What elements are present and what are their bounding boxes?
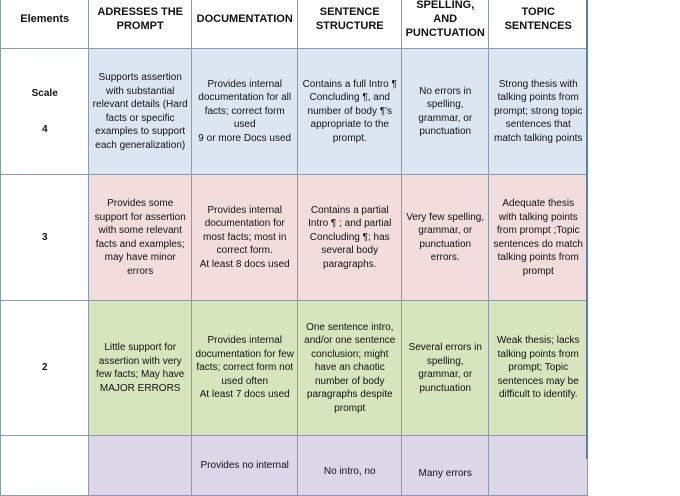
cell-3-topic: Adequate thesis with talking points from prompt ;Topic sentences do match talking points from prompt: [489, 175, 588, 301]
cell-4-topic: Strong thesis with talking points from prompt; strong topic sentences that match talking points: [489, 49, 588, 175]
header-spelling-punctuation: SPELLING, AND PUNCTUATION: [402, 0, 489, 49]
cell-2-prompt: Little support for assertion with very few facts; May have MAJOR ERRORS: [89, 301, 192, 436]
cell-2-topic: Weak thesis; lacks talking points from prompt; Topic sentences may be difficult to identify.: [489, 301, 588, 436]
table-row-score-2: [1, 301, 588, 436]
cell-3-spelling: Very few spelling, grammar, or punctuation errors.: [402, 175, 489, 301]
cell-1-documentation: Provides no internal: [191, 436, 298, 496]
score-4: 4: [41, 123, 48, 135]
header-documentation: DOCUMENTATION: [191, 0, 298, 49]
cell-3-documentation: Provides internal documentation for most facts; most in correct form. At least 8 docs used: [191, 175, 298, 301]
cell-1-prompt: [89, 436, 192, 496]
cell-2-structure: One sentence intro, and/or one sentence conclusion; might have an chaotic number of body paragraphs despite prompt: [298, 301, 402, 436]
header-sentence-structure: SENTENCE STRUCTURE: [298, 0, 402, 49]
cell-4-documentation: Provides internal documentation for all facts; correct form used 9 or more Docs used: [191, 49, 298, 175]
table-row-score-1: [1, 436, 588, 496]
cell-3-prompt: Provides some support for assertion with some relevant facts and examples; may have minor errors: [89, 175, 192, 301]
page-edge-line: [586, 0, 588, 459]
scale-cell-3: 3: [1, 175, 89, 301]
header-addresses-prompt: ADRESSES THE PROMPT: [89, 0, 192, 49]
scale-cell-4: [1, 49, 89, 175]
header-row: [1, 0, 588, 49]
scale-label: Scale: [31, 88, 58, 99]
header-topic-sentences: TOPIC SENTENCES: [489, 0, 588, 49]
cell-4-prompt: Supports assertion with substantial relevant details (Hard facts or specific examples to support each generalization): [89, 49, 192, 175]
cell-1-structure: No intro, no: [298, 436, 402, 496]
cell-4-structure: Contains a full Intro ¶ Concluding ¶, and number of body ¶'s appropriate to the prompt.: [298, 49, 402, 175]
table-row-score-3: [1, 175, 588, 301]
cell-2-documentation: Provides internal documentation for few facts; correct form not used often At least 7 docs used: [191, 301, 298, 436]
table-row-score-4: [1, 49, 588, 175]
cell-1-topic: [489, 436, 588, 496]
header-elements: Elements: [1, 0, 89, 49]
cell-1-spelling: Many errors: [402, 436, 489, 496]
cell-4-spelling: No errors in spelling, grammar, or punctuation: [402, 49, 489, 175]
cell-3-structure: Contains a partial Intro ¶ ; and partial Concluding ¶; has several body paragraphs.: [298, 175, 402, 301]
scale-cell-2: 2: [1, 301, 89, 436]
scale-cell-1: [1, 436, 89, 496]
cell-2-spelling: Several errors in spelling, grammar, or punctuation: [402, 301, 489, 436]
